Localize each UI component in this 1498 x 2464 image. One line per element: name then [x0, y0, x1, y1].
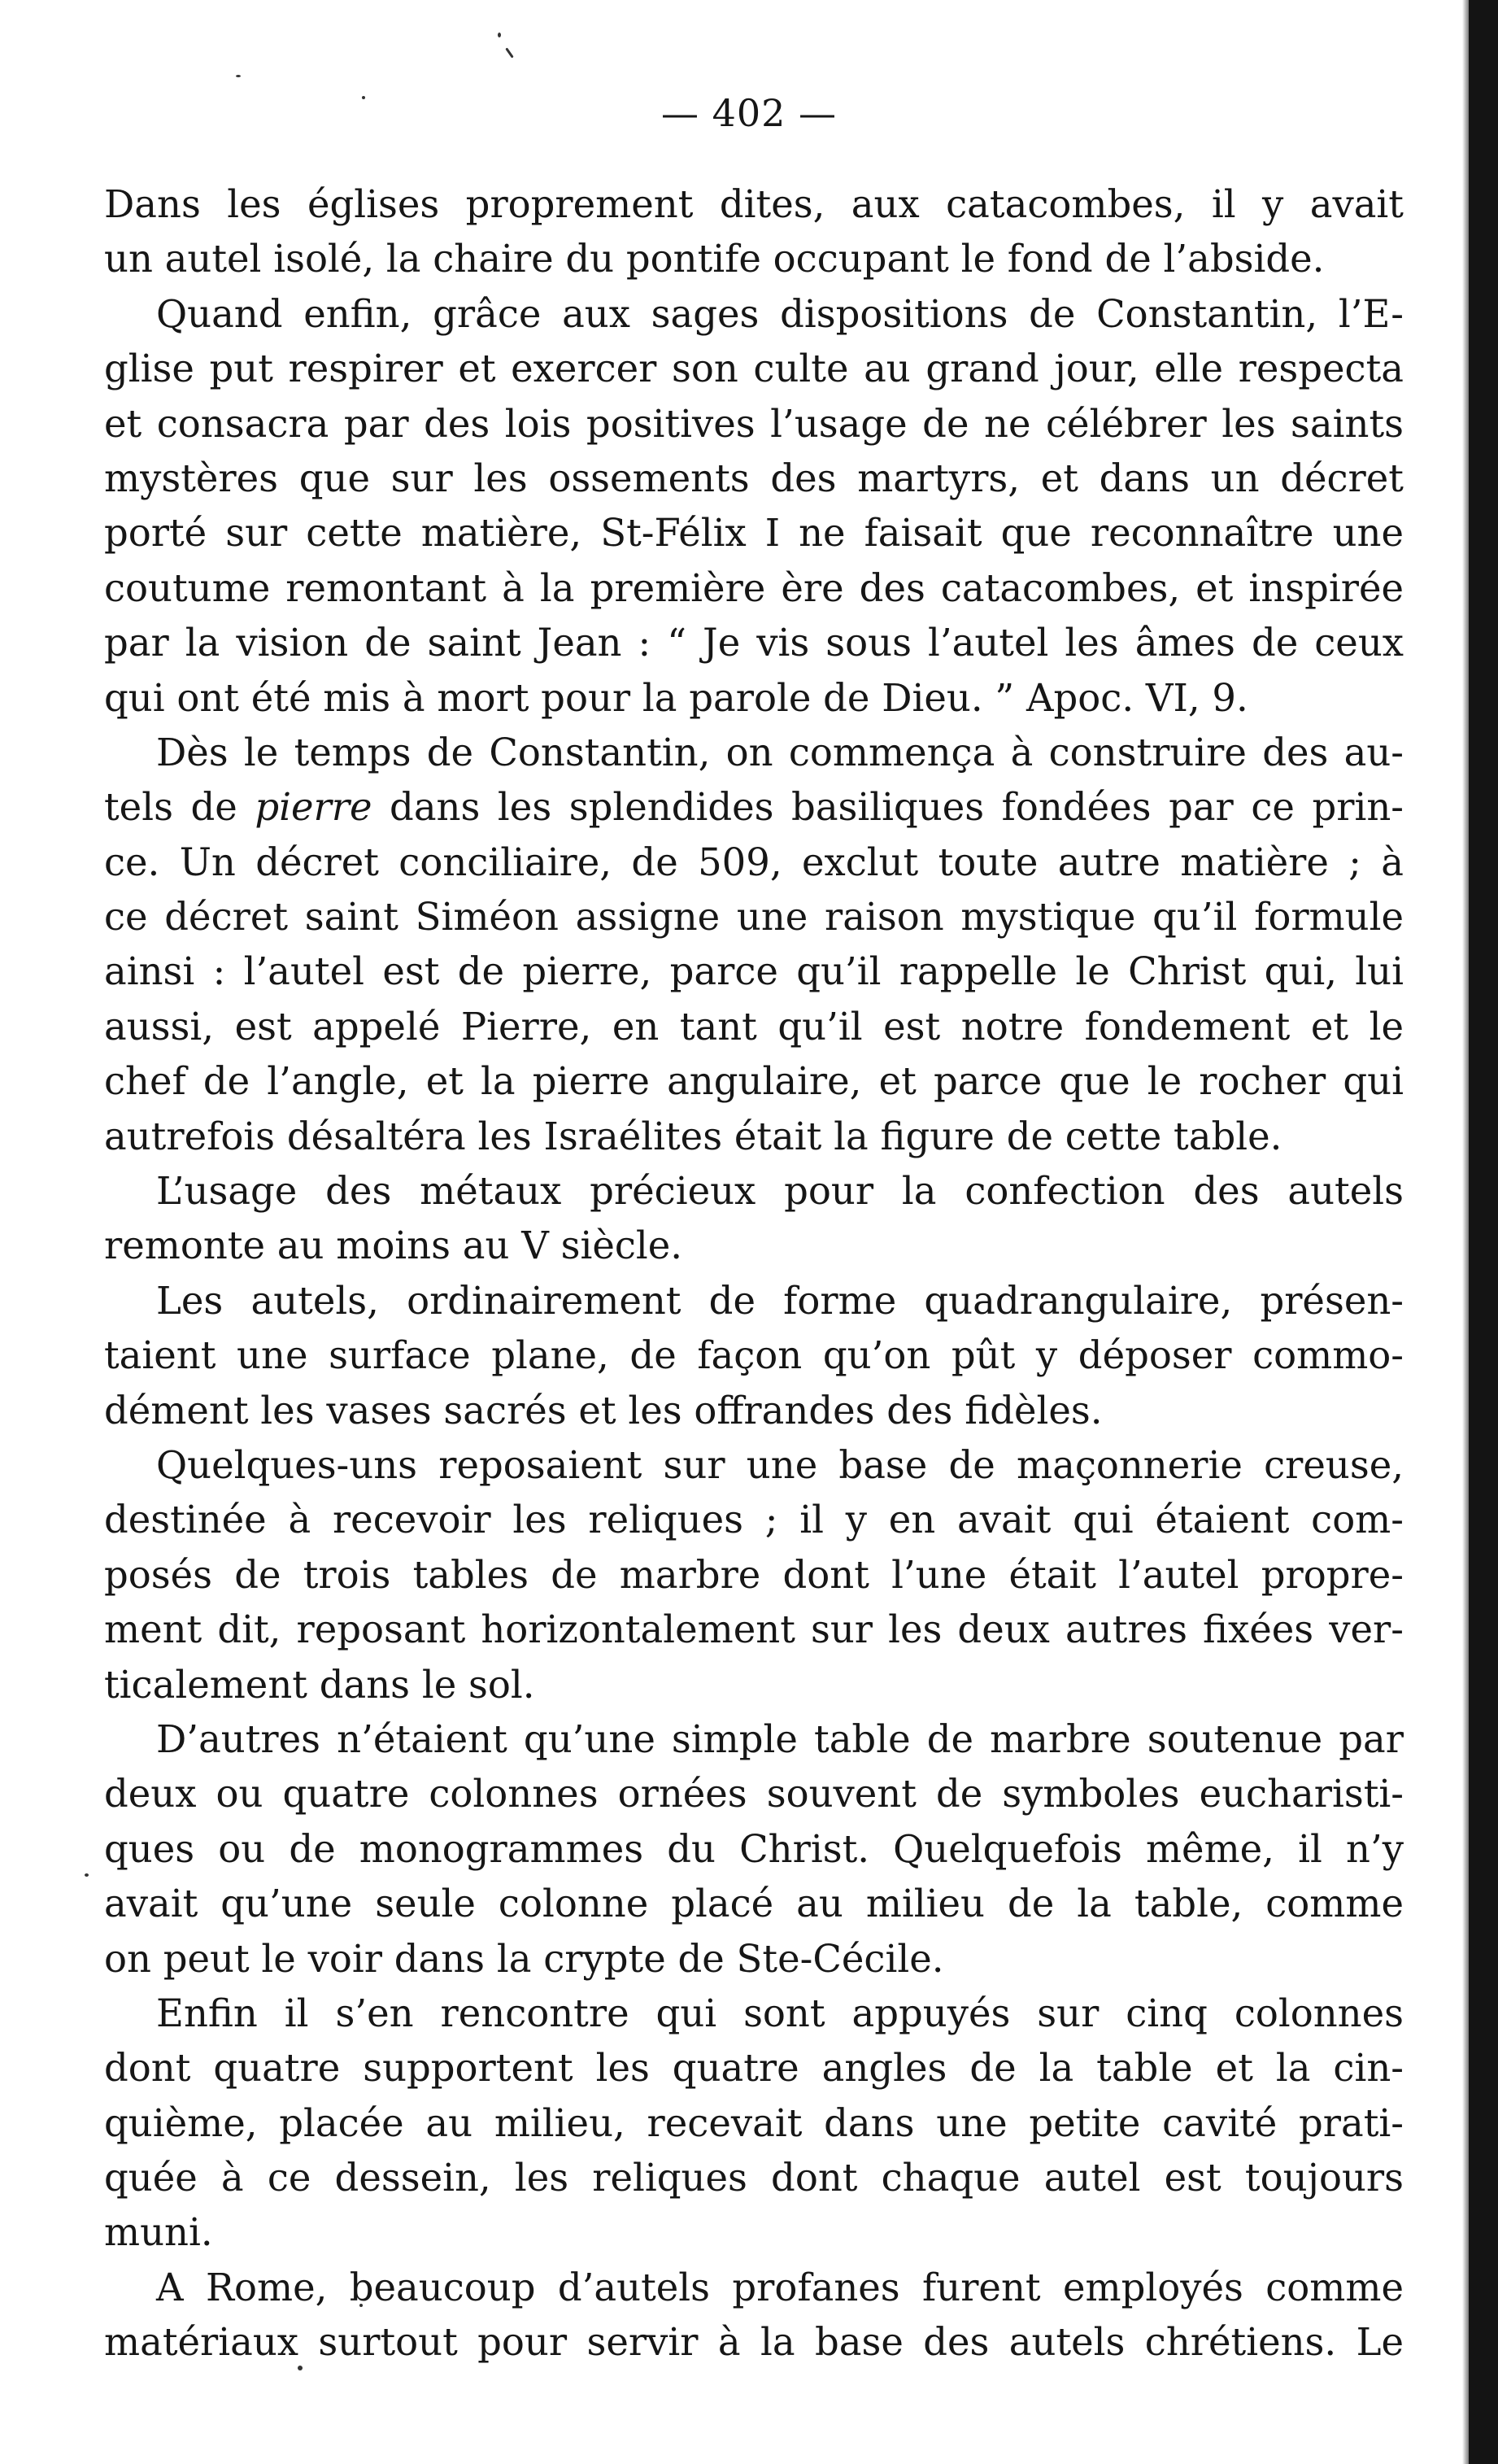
text-span: dans les splendides basiliques fondées par ce prin- — [372, 785, 1404, 830]
text-line: deux ou quatre colonnes ornées souvent de symboles eucharisti- — [104, 1772, 1404, 1816]
text-line: ticalement dans le sol. — [104, 1662, 535, 1707]
body-text — [104, 177, 1404, 2370]
text-line: A Rome, beaucoup d’autels profanes furent employés comme — [156, 2265, 1404, 2309]
scan-speck — [498, 33, 501, 37]
text-line: on peut le voir dans la crypte de Ste-Cécile. — [104, 1936, 944, 1981]
scan-speck — [236, 75, 241, 77]
text-line: ce décret saint Siméon assigne une raison mystique qu’il formule — [104, 895, 1404, 940]
text-line — [104, 780, 1404, 835]
text-line: Les autels, ordinairement de forme quadrangulaire, présen- — [156, 1278, 1404, 1323]
text-line: coutume remontant à la première ère des catacombes, et inspirée — [104, 565, 1404, 610]
text-line: ce. Un décret conciliaire, de 509, exclut toute autre matière ; à — [104, 840, 1404, 884]
text-line: L’usage des métaux précieux pour la confection des autels — [156, 1169, 1404, 1214]
text-line: dément les vases sacrés et les offrandes des fidèles. — [104, 1388, 1103, 1433]
text-line: muni. — [104, 2210, 213, 2255]
text-line: Quand enfin, grâce aux sages dispositions de Constantin, l’E- — [156, 291, 1404, 336]
text-line: avait qu’une seule colonne placé au milieu de la table, comme — [104, 1882, 1404, 1926]
text-line: ques ou de monogrammes du Christ. Quelquefois même, il n’y — [104, 1826, 1404, 1871]
text-line: qui ont été mis à mort pour la parole de Dieu. ” Apoc. VI, 9. — [104, 675, 1248, 720]
text-line: un autel isolé, la chaire du pontife occupant le fond de l’abside. — [104, 237, 1325, 281]
text-line: dont quatre supportent les quatre angles de la table et la cin- — [104, 2046, 1404, 2091]
text-span: tels de — [104, 785, 255, 830]
text-line: ment dit, reposant horizontalement sur les deux autres fixées ver- — [104, 1607, 1404, 1652]
text-line: quée à ce dessein, les reliques dont chaque autel est toujours — [104, 2156, 1404, 2200]
text-line: mystères que sur les ossements des martyrs, et dans un décret — [104, 456, 1404, 500]
text-line: remonte au moins au V siècle. — [104, 1223, 683, 1268]
text-line: posés de trois tables de marbre dont l’une était l’autel propre- — [104, 1552, 1404, 1597]
text-line: destinée à recevoir les reliques ; il y en avait qui étaient com- — [104, 1498, 1404, 1542]
text-line: glise put respirer et exercer son culte au grand jour, elle respecta — [104, 347, 1404, 391]
text-line: D’autres n’étaient qu’une simple table de marbre soutenue par — [156, 1716, 1404, 1761]
text-line: aussi, est appelé Pierre, en tant qu’il est notre fondement et le — [104, 1004, 1404, 1049]
text-line: matériaux surtout pour servir à la base des autels chrétiens. Le — [104, 2320, 1404, 2365]
italic-word: pierre — [255, 785, 372, 830]
text-line: chef de l’angle, et la pierre angulaire, et parce que le rocher qui — [104, 1059, 1404, 1104]
text-line: taient une surface plane, de façon qu’on pût y déposer commo- — [104, 1333, 1404, 1378]
text-line: autrefois désaltéra les Israélites était la figure de cette table. — [104, 1114, 1282, 1158]
text-line: ainsi : l’autel est de pierre, parce qu’il rappelle le Christ qui, lui — [104, 949, 1404, 994]
binding-shadow — [1469, 0, 1498, 2464]
text-line: Dans les églises proprement dites, aux catacombes, il y avait — [104, 182, 1404, 226]
text-line: Quelques-uns reposaient sur une base de maçonnerie creuse, — [156, 1442, 1404, 1487]
text-line: quième, placée au milieu, recevait dans une petite cavité prati- — [104, 2100, 1404, 2145]
text-line: par la vision de saint Jean : “ Je vis sous l’autel les âmes de ceux — [104, 621, 1404, 665]
text-line: et consacra par des lois positives l’usage de ne célébrer les saints — [104, 401, 1404, 446]
scan-speck — [85, 1873, 89, 1877]
text-line: porté sur cette matière, St-Félix I ne faisait que reconnaître une — [104, 511, 1404, 556]
text-line: Enfin il s’en rencontre qui sont appuyés sur cinq colonnes — [156, 1991, 1404, 2035]
page-number: — 402 — — [660, 91, 838, 135]
text-line: Dès le temps de Constantin, on commença à construire des au- — [156, 730, 1404, 774]
scan-speck — [505, 47, 513, 58]
